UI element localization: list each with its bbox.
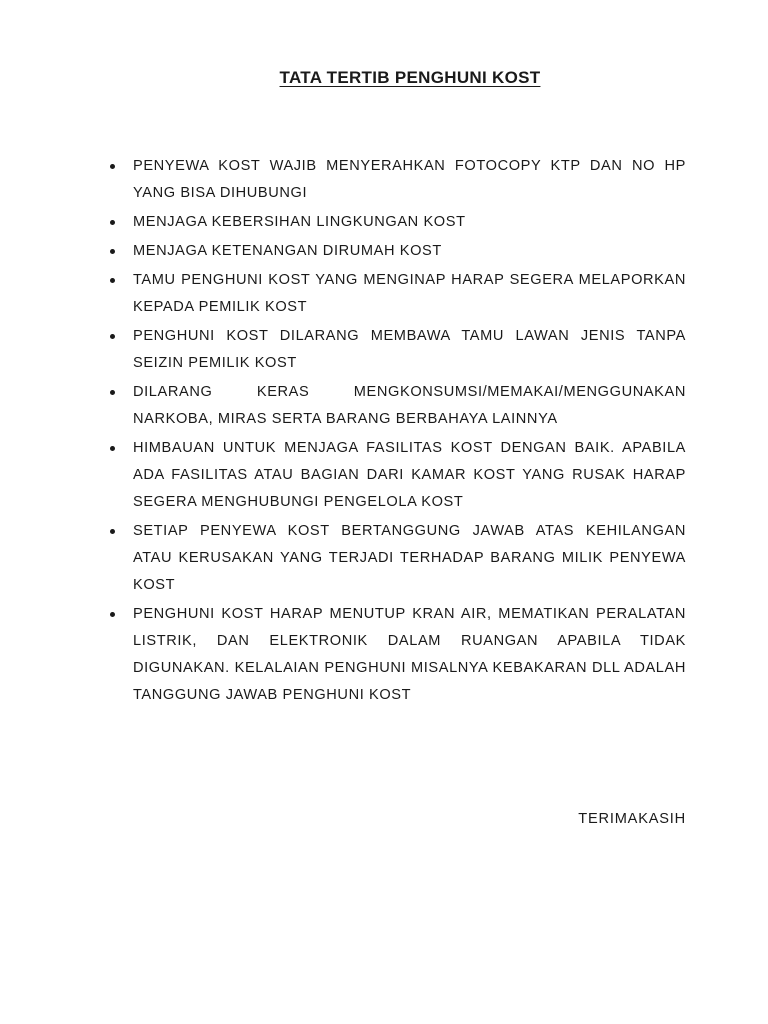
rule-item <box>106 601 686 709</box>
rule-item <box>106 435 686 516</box>
bullet-icon <box>110 220 115 225</box>
rule-item <box>106 267 686 321</box>
rule-item <box>106 323 686 377</box>
rule-text: TAMU PENGHUNI KOST YANG MENGINAP HARAP SEGERA MELAPORKAN KEPADA PEMILIK KOST <box>133 272 686 315</box>
rule-item <box>106 518 686 599</box>
bullet-icon <box>110 446 115 451</box>
rule-text: HIMBAUAN UNTUK MENJAGA FASILITAS KOST DENGAN BAIK. APABILA ADA FASILITAS ATAU BAGIAN DARI KAMAR KOST YANG RUSAK HARAP SEGERA MENGHUBUNGI PENGELOLA KOST <box>133 440 686 510</box>
rule-text: MENJAGA KEBERSIHAN LINGKUNGAN KOST <box>133 214 466 230</box>
rule-text: PENGHUNI KOST DILARANG MEMBAWA TAMU LAWAN JENIS TANPA SEIZIN PEMILIK KOST <box>133 328 686 371</box>
bullet-icon <box>110 390 115 395</box>
rule-text: MENJAGA KETENANGAN DIRUMAH KOST <box>133 243 442 259</box>
bullet-icon <box>110 249 115 254</box>
rule-text: PENGHUNI KOST HARAP MENUTUP KRAN AIR, MEMATIKAN PERALATAN LISTRIK, DAN ELEKTRONIK DALAM RUANGAN APABILA TIDAK DIGUNAKAN. KELALAIAN PENGHUNI MISALNYA KEBAKARAN DLL ADALAH TANGGUNG JAWAB PENGHUNI KOST <box>133 606 686 703</box>
rule-text: SETIAP PENYEWA KOST BERTANGGUNG JAWAB ATAS KEHILANGAN ATAU KERUSAKAN YANG TERJADI TERHADAP BARANG MILIK PENYEWA KOST <box>133 523 686 593</box>
rules-list <box>106 153 686 711</box>
bullet-icon <box>110 334 115 339</box>
bullet-icon <box>110 612 115 617</box>
bullet-icon <box>110 529 115 534</box>
rule-item <box>106 153 686 207</box>
rule-text: DILARANG KERAS MENGKONSUMSI/MEMAKAI/MENGGUNAKAN NARKOBA, MIRAS SERTA BARANG BERBAHAYA LAINNYA <box>133 384 686 427</box>
closing-text: TERIMAKASIH <box>578 811 686 827</box>
rule-item <box>106 379 686 433</box>
rule-text: PENYEWA KOST WAJIB MENYERAHKAN FOTOCOPY KTP DAN NO HP YANG BISA DIHUBUNGI <box>133 158 686 201</box>
bullet-icon <box>110 164 115 169</box>
bullet-icon <box>110 278 115 283</box>
document-title: TATA TERTIB PENGHUNI KOST <box>279 68 541 87</box>
rule-item <box>106 209 686 236</box>
rule-item <box>106 238 686 265</box>
